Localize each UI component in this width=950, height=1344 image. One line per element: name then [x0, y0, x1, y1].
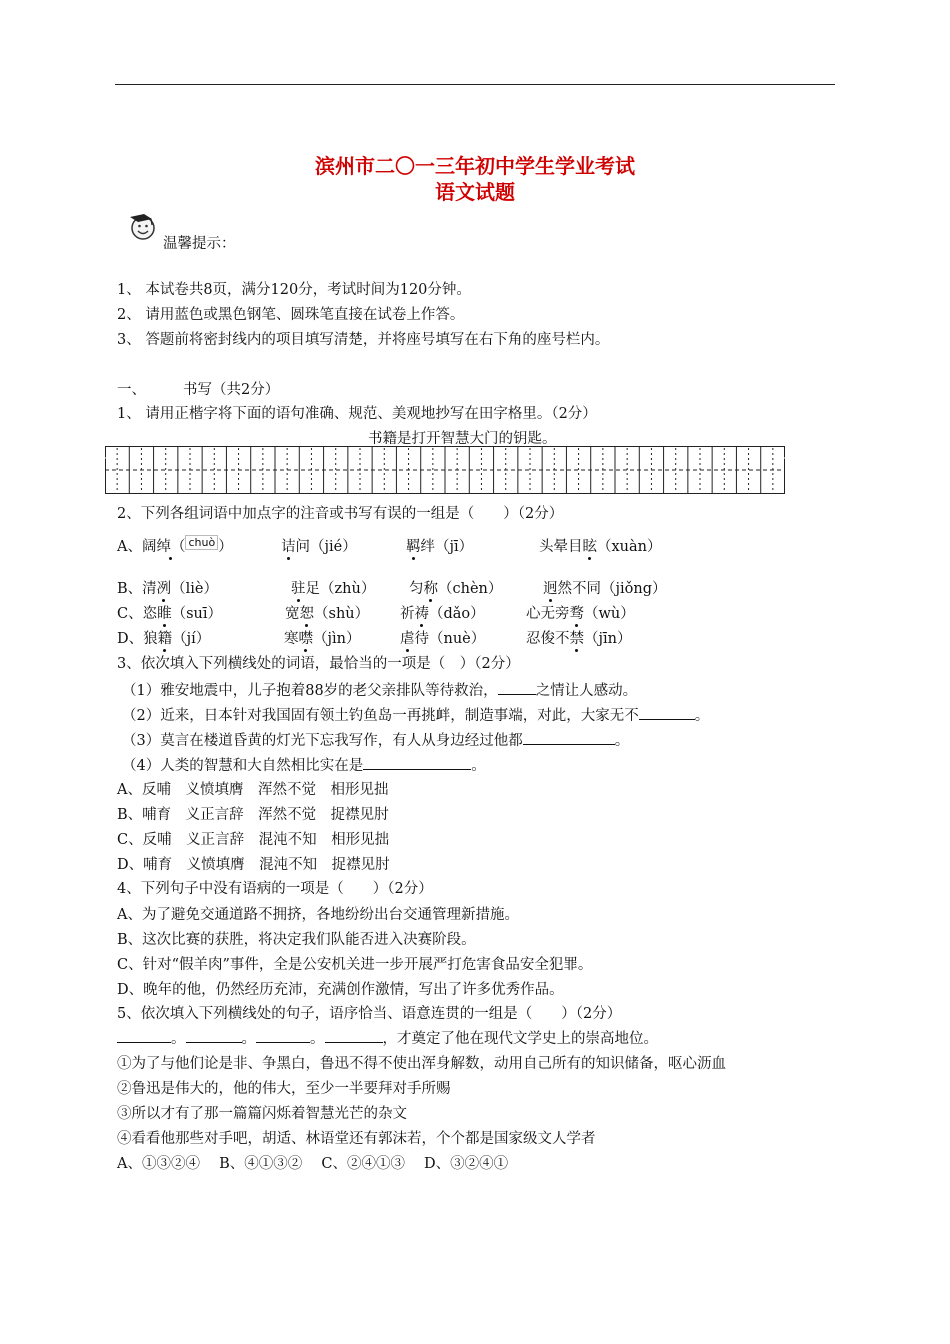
q5-item-1: ①为了与他们论是非、争黑白，鲁迅不得不使出浑身解数，动用自己所有的知识储备，呕心沥血 — [117, 1056, 726, 1072]
answer-blank[interactable] — [639, 705, 695, 720]
q3-option-b: B、哺育 义正言辞 浑然不觉 捉襟见肘 — [117, 807, 389, 823]
tips-label: 温馨提示： — [163, 236, 236, 252]
tip-3: 3、 答题前将密封线内的项目填写清楚，并将座号填写在右下角的座号栏内。 — [117, 332, 610, 348]
tip-1: 1、 本试卷共8页，满分120分，考试时间为120分钟。 — [117, 282, 471, 298]
q2-option-b: B、清冽（liè） — [117, 581, 219, 597]
q2-stem: 2、下列各组词语中加点字的注音或书写有误的一组是（ ）（2分） — [117, 506, 564, 522]
q2-d-word2: 寒噤（jìn） — [284, 631, 361, 647]
q2-option-a: A、阔绰（ chuò ） — [117, 536, 233, 555]
q2-c-word2: 宽恕（shù） — [285, 606, 370, 622]
q2-d-word3: 虐待（nuè） — [400, 631, 486, 647]
q5-blank-line: 。 。 。 ，才奠定了他在现代文学史上的崇高地位。 — [117, 1027, 658, 1048]
smiley-icon — [125, 210, 157, 242]
q2-b-word2: 驻足（zhù） — [291, 581, 376, 597]
q3-sentence-2: （2）近来，日本针对我国固有领土钓鱼岛一再挑衅，制造事端，对此，大家无不 。 — [122, 704, 709, 725]
answer-blank[interactable] — [117, 1028, 171, 1043]
q5-item-2: ②鲁迅是伟大的，他的伟大，至少一半要拜对手所赐 — [117, 1081, 451, 1097]
answer-blank[interactable] — [523, 730, 615, 745]
q2-a-word3: 羁绊（jī） — [406, 539, 474, 555]
q2-a-word4: 头晕目眩（xuàn） — [539, 539, 662, 555]
q4-option-b: B、这次比赛的获胜，将决定我们队能否进入决赛阶段。 — [117, 932, 476, 948]
q2-c-word3: 祈祷（dǎo） — [400, 606, 485, 622]
header-rule — [115, 84, 835, 85]
answer-blank[interactable] — [186, 1028, 242, 1043]
q3-sentence-3: （3）莫言在楼道昏黄的灯光下忘我写作，有人从身边经过他都 。 — [122, 729, 629, 750]
q2-c-word4: 心无旁骛（wù） — [526, 606, 635, 622]
q3-option-d: D、哺育 义愤填膺 混沌不知 捉襟见肘 — [117, 857, 390, 873]
q3-sentence-1: （1）雅安地震中，儿子抱着88岁的老父亲排队等待救治， 之情让人感动。 — [122, 679, 637, 700]
q3-option-c: C、反哺 义正言辞 混沌不知 相形见拙 — [117, 832, 390, 848]
q4-stem: 4、下列句子中没有语病的一项是（ ）（2分） — [117, 881, 433, 897]
q4-option-d: D、晚年的他，仍然经历充沛，充满创作激情，写出了许多优秀作品。 — [117, 982, 564, 998]
q1-stem: 1、 请用正楷字将下面的语句准确、规范、美观地抄写在田字格里。（2分） — [117, 406, 597, 422]
q1-sentence: 书籍是打开智慧大门的钥匙。 — [368, 431, 557, 447]
q2-b-word4: 迥然不同（jiǒng） — [543, 581, 667, 597]
q5-item-3: ③所以才有了那一篇篇闪烁着智慧光芒的杂文 — [117, 1106, 407, 1122]
q2-a-word2: 诘问（jié） — [281, 539, 357, 555]
q3-option-a: A、反哺 义愤填膺 浑然不觉 相形见拙 — [117, 782, 389, 798]
q2-option-c: C、恣睢（suī） — [117, 606, 223, 622]
tianzige-writing-grid[interactable] — [105, 446, 785, 494]
q2-b-word3: 匀称（chèn） — [409, 581, 503, 597]
section-1-number: 一、 — [117, 382, 146, 398]
q3-sentence-4: （4）人类的智慧和大自然相比实在是 。 — [122, 754, 486, 775]
answer-blank[interactable] — [325, 1028, 383, 1043]
q5-item-4: ④看看他那些对手吧，胡适、林语堂还有郭沫若，个个都是国家级文人学者 — [117, 1131, 596, 1147]
exam-subtitle: 语文试题 — [435, 180, 515, 204]
q4-option-a: A、为了避免交通道路不拥挤，各地纷纷出台交通管理新措施。 — [117, 907, 519, 923]
pinyin-image: chuò — [185, 535, 218, 550]
q5-answer-options: A、①③②④ B、④①③② C、②④①③ D、③②④① — [117, 1156, 509, 1172]
section-1-title: 书写（共2分） — [183, 382, 280, 398]
q2-d-word4: 忍俊不禁（jīn） — [526, 631, 632, 647]
option-label: A、 — [117, 539, 142, 555]
q2-option-d: D、狼籍（jí） — [117, 631, 211, 647]
tip-2: 2、 请用蓝色或黑色钢笔、圆珠笔直接在试卷上作答。 — [117, 307, 465, 323]
q5-stem: 5、依次填入下列横线处的句子，语序恰当、语意连贯的一组是（ ）（2分） — [117, 1006, 622, 1022]
q3-stem: 3、依次填入下列横线处的词语，最恰当的一项是（ ）（2分） — [117, 656, 520, 672]
answer-blank[interactable] — [498, 680, 536, 695]
answer-blank[interactable] — [256, 1028, 310, 1043]
q4-option-c: C、针对“假羊肉”事件，全是公安机关进一步开展严打危害食品安全犯罪。 — [117, 957, 593, 973]
exam-title: 滨州市二〇一三年初中学生学业考试 — [315, 154, 635, 178]
answer-blank[interactable] — [363, 755, 471, 770]
